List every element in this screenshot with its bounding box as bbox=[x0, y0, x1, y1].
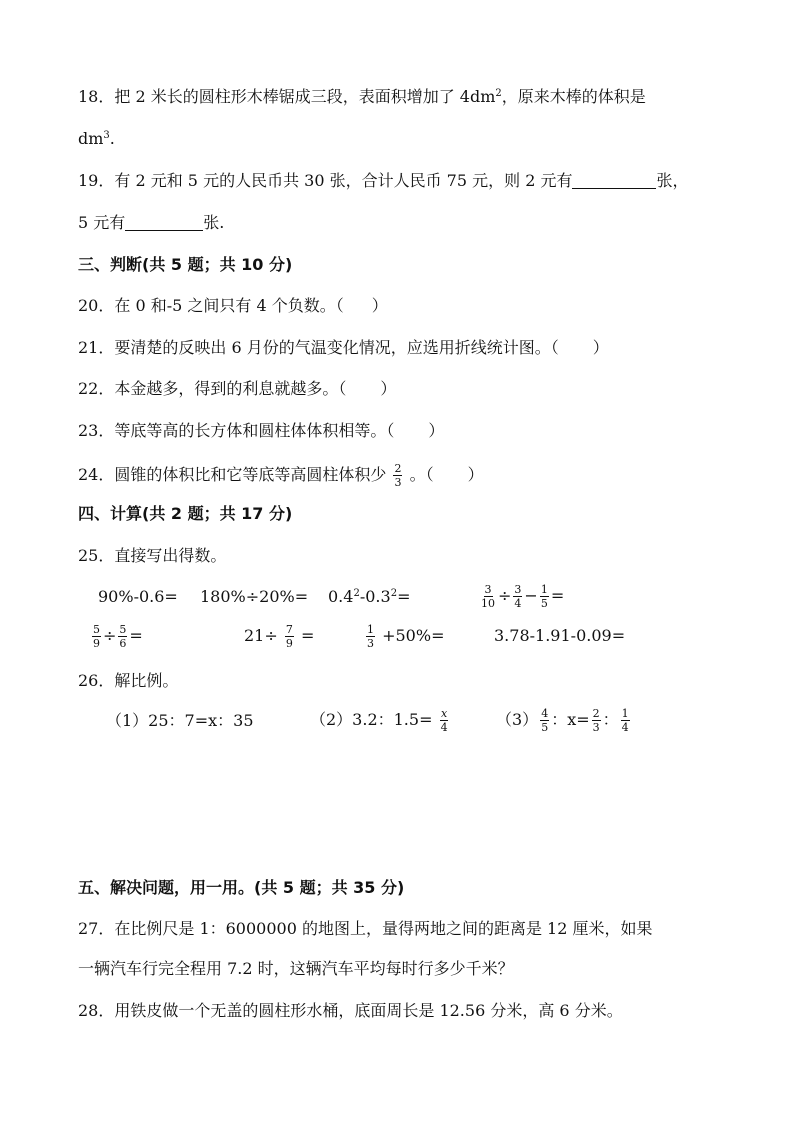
proportion-2 bbox=[310, 704, 451, 736]
question-21 bbox=[78, 337, 609, 359]
denominator: 4 bbox=[440, 721, 448, 734]
denominator: 5 bbox=[540, 597, 548, 610]
section-3-heading: 三、判断(共 5 题；共 10 分) bbox=[78, 255, 293, 274]
numerator: 2 bbox=[592, 707, 600, 720]
fraction-two-thirds bbox=[393, 462, 402, 489]
question-26: 26．解比例。 bbox=[78, 671, 179, 690]
numerator: 5 bbox=[119, 623, 127, 636]
denominator: 9 bbox=[93, 637, 100, 650]
calc-text: +50%= bbox=[382, 626, 445, 645]
close-paren: ） bbox=[380, 379, 397, 398]
question-22 bbox=[78, 378, 396, 400]
calc-item-8: 3.78-1.91-0.09= bbox=[494, 626, 626, 645]
question-23 bbox=[78, 420, 444, 442]
numerator: 2 bbox=[394, 462, 402, 475]
question-25: 25．直接写出得数。 bbox=[78, 546, 227, 565]
period: . bbox=[109, 129, 115, 148]
superscript: 2 bbox=[495, 88, 502, 99]
unit-text: dm bbox=[78, 129, 104, 148]
question-19-text: 19．有 2 元和 5 元的人民币共 30 张，合计人民币 75 元，则 2 元有 bbox=[78, 171, 573, 190]
calc-text: ：x= bbox=[551, 710, 590, 729]
question-28: 28．用铁皮做一个无盖的圆柱形水桶，底面周长是 12.56 分米，高 6 分米。 bbox=[78, 1001, 623, 1020]
numerator: 7 bbox=[285, 623, 293, 636]
question-18-text: 18．把 2 米长的圆柱形木棒锯成三段，表面积增加了 4dm bbox=[78, 87, 496, 106]
calc-text: -0.3 bbox=[359, 587, 391, 606]
numerator: 1 bbox=[367, 623, 374, 636]
section-5-heading: 五、解决问题，用一用。(共 5 题；共 35 分) bbox=[78, 878, 405, 897]
question-20 bbox=[78, 295, 388, 317]
close-paren: ） bbox=[592, 338, 609, 357]
close-paren: ） bbox=[371, 296, 388, 315]
numerator: 3 bbox=[514, 583, 522, 596]
denominator: 5 bbox=[541, 721, 549, 734]
operator: − bbox=[524, 586, 538, 605]
numerator: 5 bbox=[93, 623, 100, 636]
answer-blank[interactable] bbox=[572, 172, 656, 189]
fraction bbox=[440, 707, 449, 734]
question-19-text: 张. bbox=[203, 213, 225, 232]
proportion-3 bbox=[496, 704, 632, 736]
question-19-text: 5 元有 bbox=[78, 213, 126, 232]
operator: = bbox=[550, 586, 565, 605]
calc-item-2: 180%÷20%= bbox=[200, 587, 309, 606]
question-21-text: 21．要清楚的反映出 6 月份的气温变化情况，应选用折线统计图。（ bbox=[78, 338, 559, 357]
fraction bbox=[366, 623, 375, 650]
question-24-text: 24．圆锥的体积比和它等底等高圆柱体积少 bbox=[78, 465, 387, 484]
calc-text: = bbox=[397, 587, 411, 606]
question-19-text: 张， bbox=[656, 171, 689, 190]
fraction bbox=[285, 623, 294, 650]
fraction bbox=[513, 583, 522, 610]
calc-item-6 bbox=[244, 620, 314, 652]
fraction bbox=[540, 707, 549, 734]
denominator: 9 bbox=[285, 637, 293, 650]
operator: = bbox=[300, 626, 315, 645]
denominator: 10 bbox=[481, 597, 495, 610]
question-18-text: ，原来木棒的体积是 bbox=[501, 87, 646, 106]
fraction bbox=[621, 707, 630, 734]
section-4-heading: 四、计算(共 2 题；共 17 分) bbox=[78, 504, 293, 523]
calc-text: 21÷ bbox=[244, 626, 278, 645]
denominator: 4 bbox=[514, 597, 522, 610]
calc-text: ： bbox=[602, 710, 619, 729]
close-paren: ） bbox=[467, 465, 484, 484]
denominator: 6 bbox=[119, 637, 127, 650]
operator: ÷ bbox=[103, 626, 117, 645]
close-paren: ） bbox=[428, 421, 445, 440]
denominator: 3 bbox=[592, 721, 600, 734]
fraction bbox=[92, 623, 101, 650]
fraction bbox=[592, 707, 601, 734]
question-20-text: 20．在 0 和-5 之间只有 4 个负数。（ bbox=[78, 296, 344, 315]
calc-item-4 bbox=[478, 580, 564, 612]
question-27-line-1: 27．在比例尺是 1：6000000 的地图上，量得两地之间的距离是 12 厘米，如果 bbox=[78, 919, 653, 938]
calc-item-3 bbox=[328, 586, 410, 608]
question-22-text: 22．本金越多，得到的利息就越多。（ bbox=[78, 379, 347, 398]
question-27-line-2: 一辆汽车行完全程用 7.2 时，这辆汽车平均每时行多少千米？ bbox=[78, 959, 514, 978]
question-18-line-1 bbox=[78, 86, 646, 108]
superscript: 3 bbox=[103, 130, 110, 141]
question-24-text: 。（ bbox=[409, 465, 434, 484]
superscript: 2 bbox=[390, 588, 398, 599]
numerator: x bbox=[440, 707, 448, 720]
proportion-1: （1）25：7=x：35 bbox=[106, 711, 254, 730]
superscript: 2 bbox=[353, 588, 360, 599]
question-23-text: 23．等底等高的长方体和圆柱体体积相等。（ bbox=[78, 421, 395, 440]
fraction bbox=[118, 623, 127, 650]
numerator: 1 bbox=[621, 707, 629, 720]
fraction bbox=[540, 583, 549, 610]
denominator: 3 bbox=[394, 476, 402, 489]
question-19-line-2 bbox=[78, 212, 224, 234]
question-24 bbox=[78, 460, 484, 490]
question-18-line-2 bbox=[78, 128, 115, 150]
operator: = bbox=[129, 626, 143, 645]
numerator: 4 bbox=[541, 707, 549, 720]
fraction bbox=[480, 583, 496, 610]
denominator: 3 bbox=[367, 637, 374, 650]
calc-item-1: 90%-0.6= bbox=[98, 587, 178, 606]
question-19-line-1 bbox=[78, 170, 689, 192]
numerator: 1 bbox=[540, 583, 548, 596]
numerator: 3 bbox=[484, 583, 492, 596]
calc-item-5 bbox=[90, 620, 143, 652]
operator: ÷ bbox=[498, 586, 512, 605]
denominator: 4 bbox=[621, 721, 629, 734]
calc-text: （2）3.2：1.5= bbox=[310, 710, 433, 729]
calc-item-7 bbox=[364, 620, 444, 652]
calc-text: 0.4 bbox=[328, 587, 354, 606]
answer-blank[interactable] bbox=[125, 214, 203, 231]
calc-text: （3） bbox=[496, 710, 539, 729]
